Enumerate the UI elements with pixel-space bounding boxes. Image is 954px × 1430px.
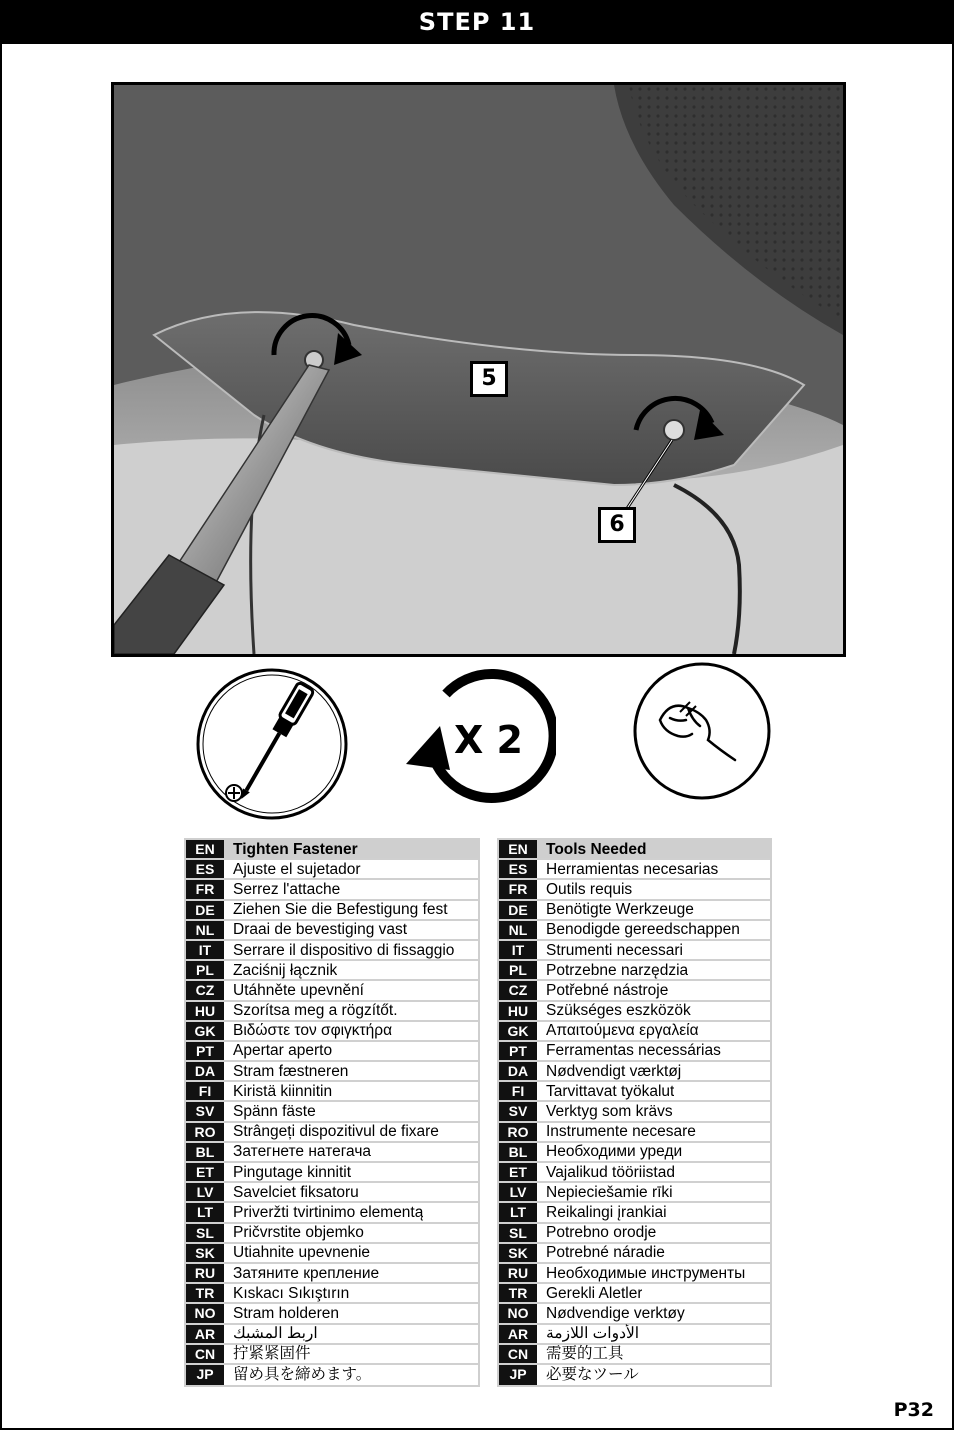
table-row (499, 1325, 770, 1345)
language-code: LV (186, 1183, 224, 1201)
language-code: HU (186, 1002, 224, 1020)
table-row (186, 1002, 478, 1022)
table-row (186, 1143, 478, 1163)
language-code: RU (186, 1264, 224, 1282)
translation-text: Herramientas necesarias (546, 860, 719, 878)
translation-text: Potrzebne narzędzia (546, 961, 689, 979)
translation-text: Outils requis (546, 880, 633, 898)
table-row (186, 1264, 478, 1284)
translation-text: Kiristä kiinnitin (233, 1082, 333, 1100)
language-code: DA (186, 1062, 224, 1080)
screwdriver-icon (192, 667, 352, 823)
language-code: ET (499, 1163, 537, 1181)
translation-text: Benodigde gereedschappen (546, 921, 740, 939)
table-row (499, 901, 770, 921)
translation-text: Draai de bevestiging vast (233, 921, 408, 939)
translation-text: Serrez l'attache (233, 880, 341, 898)
callout-5: 5 (470, 361, 508, 397)
table-row (186, 1022, 478, 1042)
table-row (186, 941, 478, 961)
language-code: PL (186, 961, 224, 979)
language-code: CN (499, 1345, 537, 1363)
language-code: BL (186, 1143, 224, 1161)
translation-text: Pingutage kinnitit (233, 1163, 352, 1181)
language-code: RU (499, 1264, 537, 1282)
table-row (499, 840, 770, 860)
language-code: PT (186, 1042, 224, 1060)
language-code: FI (186, 1082, 224, 1100)
translation-text: Strângeți dispozitivul de fixare (233, 1123, 439, 1141)
translation-text: Ajuste el sujetador (233, 860, 361, 878)
language-code: DE (499, 901, 537, 919)
translation-text: Vajalikud tööriistad (546, 1163, 675, 1181)
translation-text: Serrare il dispositivo di fissaggio (233, 941, 455, 959)
language-code: RO (499, 1123, 537, 1141)
translation-text: Ziehen Sie die Befestigung fest (233, 901, 448, 919)
table-row (186, 981, 478, 1001)
table-row (186, 1224, 478, 1244)
translation-text: Szükséges eszközök (546, 1002, 691, 1020)
language-code: NL (186, 921, 224, 939)
language-code: RO (186, 1123, 224, 1141)
table-row (499, 1365, 770, 1385)
translation-text: 拧紧紧固件 (233, 1345, 311, 1363)
table-row (186, 840, 478, 860)
translation-text: Priveržti tvirtinimo elementą (233, 1203, 424, 1221)
translation-text: Pričvrstite objemko (233, 1224, 364, 1242)
language-code: PL (499, 961, 537, 979)
translation-text: Utáhněte upevnění (233, 981, 364, 999)
language-code: CN (186, 1345, 224, 1363)
table-row (499, 1082, 770, 1102)
table-row (499, 1264, 770, 1284)
table-row (499, 1062, 770, 1082)
translation-text: Βιδώστε τον σφιγκτήρα (233, 1022, 393, 1040)
table-row (499, 1224, 770, 1244)
table-row (186, 1244, 478, 1264)
table-row (499, 1123, 770, 1143)
language-code: FR (499, 880, 537, 898)
language-code: JP (499, 1365, 537, 1385)
table-row (186, 961, 478, 981)
table-row (499, 961, 770, 981)
language-code: NO (186, 1304, 224, 1322)
translation-text: Reikalingi įrankiai (546, 1203, 667, 1221)
translation-text: Tighten Fastener (233, 840, 358, 858)
translation-text: Zaciśnij łącznik (233, 961, 338, 979)
table-row (186, 1183, 478, 1203)
translation-text: Απαιτούμενα εργαλεία (546, 1022, 699, 1040)
tighten-fastener-table (184, 838, 480, 1387)
callout-6: 6 (598, 507, 636, 543)
table-row (186, 1304, 478, 1324)
translation-text: Verktyg som krävs (546, 1103, 673, 1121)
language-code: LV (499, 1183, 537, 1201)
translation-text: Spänn fäste (233, 1103, 316, 1121)
table-row (499, 941, 770, 961)
table-row (186, 1203, 478, 1223)
language-code: HU (499, 1002, 537, 1020)
language-code: JP (186, 1365, 224, 1385)
table-row (499, 1102, 770, 1122)
table-row (186, 860, 478, 880)
translation-text: الأدوات اللازمة (546, 1325, 640, 1343)
table-row (186, 1062, 478, 1082)
language-code: ET (186, 1163, 224, 1181)
language-code: EN (186, 840, 224, 858)
table-row (499, 1042, 770, 1062)
language-code: IT (186, 941, 224, 959)
language-code: AR (499, 1325, 537, 1343)
language-code: SV (186, 1102, 224, 1120)
translation-text: 需要的工具 (546, 1345, 624, 1363)
language-code: AR (186, 1325, 224, 1343)
table-row (499, 1203, 770, 1223)
table-row (186, 1345, 478, 1365)
translation-text: Potrebné náradie (546, 1244, 665, 1262)
table-row (186, 921, 478, 941)
translation-text: Savelciet fiksatoru (233, 1183, 359, 1201)
language-code: IT (499, 941, 537, 959)
language-code: DA (499, 1062, 537, 1080)
translation-text: Затяните крепление (233, 1264, 380, 1282)
table-row (186, 880, 478, 900)
translation-text: Strumenti necessari (546, 941, 683, 959)
language-code: TR (186, 1284, 224, 1302)
language-code: EN (499, 840, 537, 858)
language-code: CZ (499, 981, 537, 999)
translation-text: Stram holderen (233, 1304, 339, 1322)
repeat-count: X 2 (454, 718, 523, 762)
page-number: P32 (893, 1399, 934, 1421)
translation-text: Apertar aperto (233, 1042, 333, 1060)
language-code: CZ (186, 981, 224, 999)
translation-text: Nødvendigt værktøj (546, 1062, 682, 1080)
language-code: LT (186, 1203, 224, 1221)
language-code: PT (499, 1042, 537, 1060)
language-code: GK (186, 1022, 224, 1040)
table-row (186, 1325, 478, 1345)
language-code: SL (186, 1224, 224, 1242)
table-row (499, 1183, 770, 1203)
translation-text: Benötigte Werkzeuge (546, 901, 694, 919)
translation-text: Затегнете натегача (233, 1143, 372, 1161)
translation-text: Utiahnite upevnenie (233, 1244, 371, 1262)
translation-text: Gerekli Aletler (546, 1284, 643, 1302)
table-row (499, 1002, 770, 1022)
step-title: STEP 11 (2, 2, 952, 44)
language-code: SK (186, 1244, 224, 1262)
language-code: BL (499, 1143, 537, 1161)
language-code: FR (186, 880, 224, 898)
table-row (499, 1284, 770, 1304)
language-code: ES (499, 860, 537, 878)
language-code: SV (499, 1102, 537, 1120)
table-row (186, 1123, 478, 1143)
language-code: ES (186, 860, 224, 878)
table-row (186, 901, 478, 921)
table-row (499, 1163, 770, 1183)
table-row (499, 1304, 770, 1324)
translation-text: Potřebné nástroje (546, 981, 669, 999)
hand-tighten-icon (630, 660, 774, 802)
translation-text: 留め具を締めます。 (233, 1366, 372, 1384)
table-row (186, 1102, 478, 1122)
language-code: SK (499, 1244, 537, 1262)
table-row (499, 1345, 770, 1365)
language-code: DE (186, 901, 224, 919)
table-row (499, 1022, 770, 1042)
table-row (186, 1284, 478, 1304)
translation-text: اربط المشبك (233, 1325, 318, 1343)
translation-text: Instrumente necesare (546, 1123, 696, 1141)
translation-text: Nepieciešamie rīki (546, 1183, 673, 1201)
translation-text: Potrebno orodje (546, 1224, 657, 1242)
translation-text: Stram fæstneren (233, 1062, 349, 1080)
translation-text: Kıskacı Sıkıştırın (233, 1284, 350, 1302)
language-code: FI (499, 1082, 537, 1100)
table-row (186, 1163, 478, 1183)
language-code: NL (499, 921, 537, 939)
translation-text: Nødvendige verktøy (546, 1304, 685, 1322)
translation-text: Tools Needed (546, 840, 647, 858)
translation-text: Tarvittavat työkalut (546, 1082, 675, 1100)
language-code: NO (499, 1304, 537, 1322)
table-row (186, 1365, 478, 1385)
translation-text: Szorítsa meg a rögzítőt. (233, 1002, 398, 1020)
translation-text: Необходими уреди (546, 1143, 683, 1161)
table-row (186, 1082, 478, 1102)
translation-text: 必要なツール (546, 1366, 639, 1384)
language-code: TR (499, 1284, 537, 1302)
table-row (499, 921, 770, 941)
table-row (499, 1143, 770, 1163)
assembly-photo (111, 82, 846, 657)
language-code: SL (499, 1224, 537, 1242)
table-row (499, 981, 770, 1001)
translation-text: Ferramentas necessárias (546, 1042, 721, 1060)
translation-text: Необходимые инструменты (546, 1264, 746, 1282)
language-code: GK (499, 1022, 537, 1040)
tools-needed-table (497, 838, 772, 1387)
table-row (186, 1042, 478, 1062)
language-code: LT (499, 1203, 537, 1221)
table-row (499, 1244, 770, 1264)
table-row (499, 860, 770, 880)
table-row (499, 880, 770, 900)
